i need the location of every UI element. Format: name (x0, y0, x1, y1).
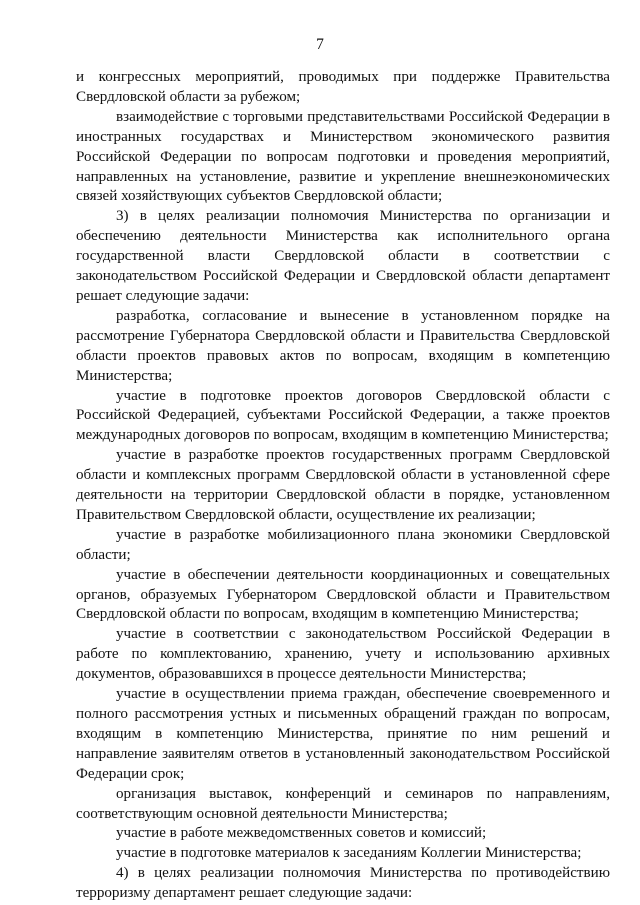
paragraph: участие в подготовке проектов договоров Свердловской области с Российской Федерацией, субъектами Российской Федерации, а также проектов международных договоров по вопросам, входящим в компетенцию Министерства; (76, 387, 610, 444)
paragraph: участие в обеспечении деятельности координационных и совещательных органов, образуемых Губернатором Свердловской области и Правительством Свердловской области по вопросам, входящим в компетенцию Министерства; (76, 566, 610, 623)
paragraph: участие в разработке проектов государственных программ Свердловской области и комплексных программ Свердловской области в установленной сфере деятельности на территории Свердловской области в порядке, установленном Правительством Свердловской области, осуществление их реализации; (76, 447, 610, 523)
paragraph: 3) в целях реализации полномочия Министерства по организации и обеспечению деятельности Министерства как исполнительного органа государственной власти Свердловской области в соответствии с законодательством Российской Федерации и Свердловской области департамент решает следующие задачи: (76, 208, 610, 304)
page-number: 7 (316, 36, 324, 53)
body-text (76, 68, 610, 904)
paragraph: организация выставок, конференций и семинаров по направлениям, соответствующим основной деятельности Министерства; (76, 785, 610, 822)
paragraph: участие в соответствии с законодательством Российской Федерации в работе по комплектованию, хранению, учету и использованию архивных документов, образовавшихся в процессе деятельности Министерства; (76, 626, 610, 683)
paragraph: взаимодействие с торговыми представительствами Российской Федерации в иностранных государствах и Министерством экономического развития Российской Федерации по вопросам подготовки и проведения мероприятий, направленных на установление, развитие и укрепление внешнеэкономических связей хозяйствующих субъектов Свердловской области; (76, 108, 610, 205)
paragraph: участие в работе межведомственных советов и комиссий; (116, 825, 487, 842)
paragraph: участие в осуществлении приема граждан, обеспечение своевременного и полного рассмотрения устных и письменных обращений граждан по вопросам, входящим в компетенцию Министерства, принятие по ним решений и направление заявителям ответов в установленный законодательством Российской Федерации срок; (76, 686, 610, 782)
paragraph: и конгрессных мероприятий, проводимых при поддержке Правительства Свердловской области за рубежом; (76, 69, 610, 105)
paragraph: 4) в целях реализации полномочия Министерства по противодействию терроризму департамент решает следующие задачи: (76, 865, 610, 902)
paragraph: участие в разработке мобилизационного плана экономики Свердловской области; (76, 526, 610, 563)
paragraph: участие в подготовке материалов к заседаниям Коллегии Министерства; (116, 845, 582, 862)
paragraph: разработка, согласование и вынесение в установленном порядке на рассмотрение Губернатора Свердловской области и Правительства Свердловской области проектов правовых актов по вопросам, входящим в компетенцию Министерства; (76, 307, 610, 384)
